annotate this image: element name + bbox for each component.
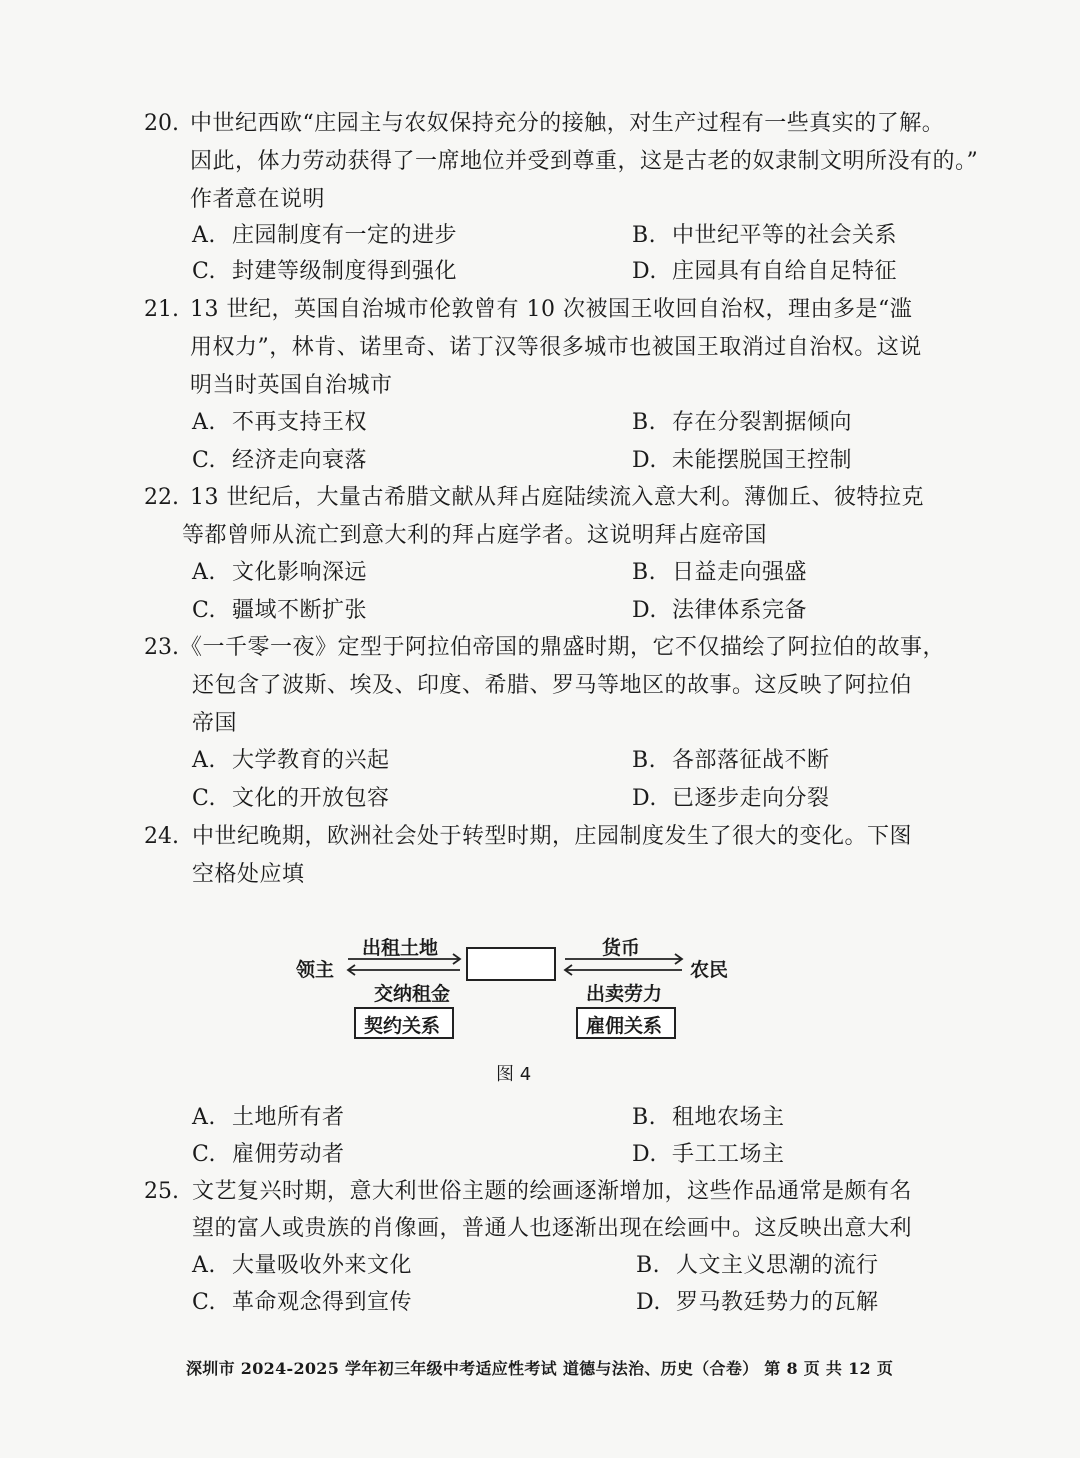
option-a: A. 文化影响深远 bbox=[192, 560, 368, 585]
option-d: D. 手工工场主 bbox=[632, 1142, 785, 1167]
question-number: 22. bbox=[144, 485, 179, 510]
question-text-line: 13 世纪，英国自治城市伦敦曾有 10 次被国王收回自治权，理由多是“滥 bbox=[190, 297, 913, 322]
question-text-line: 望的富人或贵族的肖像画，普通人也逐渐出现在绘画中。这反映出意大利 bbox=[192, 1216, 913, 1241]
rent-land-label: 出租土地 bbox=[362, 937, 439, 959]
option-b: B. 人文主义思潮的流行 bbox=[636, 1253, 879, 1278]
option-b: B. 日益走向强盛 bbox=[632, 560, 808, 585]
question-number: 24. bbox=[144, 824, 179, 849]
option-a: A. 庄园制度有一定的进步 bbox=[192, 223, 458, 248]
question-text-line: 等都曾师从流亡到意大利的拜占庭学者。这说明拜占庭帝国 bbox=[182, 523, 768, 548]
employment-relation-label: 雇佣关系 bbox=[586, 1015, 663, 1037]
question-text-line: 帝国 bbox=[192, 711, 238, 736]
question-text-line: 文艺复兴时期，意大利世俗主题的绘画逐渐增加，这些作品通常是颇有名 bbox=[192, 1179, 913, 1204]
option-d: D. 罗马教廷势力的瓦解 bbox=[636, 1290, 879, 1315]
question-text-line: 空格处应填 bbox=[192, 862, 305, 887]
question-number: 20. bbox=[144, 111, 179, 136]
page-footer: 深圳市 2024-2025 学年初三年级中考适应性考试 道德与法治、历史（合卷） 第 8 页 共 12 页 bbox=[186, 1359, 894, 1378]
pay-rent-label: 交纳租金 bbox=[374, 983, 451, 1005]
question-text-line: 中世纪西欧“庄园主与农奴保持充分的接触，对生产过程有一些真实的了解。 bbox=[190, 111, 945, 136]
option-c: C. 疆域不断扩张 bbox=[192, 598, 368, 623]
question-text-line: 还包含了波斯、埃及、印度、希腊、罗马等地区的故事。这反映了阿拉伯 bbox=[192, 673, 913, 698]
contract-relation-box bbox=[354, 1007, 454, 1039]
option-c: C. 文化的开放包容 bbox=[192, 786, 390, 811]
lord-label: 领主 bbox=[296, 959, 335, 981]
contract-relation-label: 契约关系 bbox=[364, 1015, 441, 1037]
question-text-line: 因此，体力劳动获得了一席地位并受到尊重，这是古老的奴隶制文明所没有的。” bbox=[190, 149, 979, 174]
option-b: B. 各部落征战不断 bbox=[632, 748, 830, 773]
question-text-line: 中世纪晚期，欧洲社会处于转型时期，庄园制度发生了很大的变化。下图 bbox=[192, 824, 913, 849]
option-d: D. 未能摆脱国王控制 bbox=[632, 448, 853, 473]
question-number: 25. bbox=[144, 1179, 179, 1204]
sell-labor-label: 出卖劳力 bbox=[586, 983, 663, 1005]
option-b: B. 租地农场主 bbox=[632, 1105, 785, 1130]
question-number: 21. bbox=[144, 297, 179, 322]
option-c: C. 经济走向衰落 bbox=[192, 448, 368, 473]
option-a: A. 大学教育的兴起 bbox=[192, 748, 390, 773]
option-c: C. 革命观念得到宣传 bbox=[192, 1290, 413, 1315]
option-d: D. 庄园具有自给自足特征 bbox=[632, 259, 898, 284]
option-a: A. 不再支持王权 bbox=[192, 410, 368, 435]
manor-relationship-diagram bbox=[290, 925, 750, 1045]
option-c: C. 封建等级制度得到强化 bbox=[192, 259, 458, 284]
option-a: A. 大量吸收外来文化 bbox=[192, 1253, 413, 1278]
option-c: C. 雇佣劳动者 bbox=[192, 1142, 345, 1167]
money-label: 货币 bbox=[602, 937, 641, 959]
question-text-line: 《一千零一夜》定型于阿拉伯帝国的鼎盛时期，它不仅描绘了阿拉伯的故事， bbox=[180, 635, 946, 660]
question-text-line: 明当时英国自治城市 bbox=[190, 373, 393, 398]
option-b: B. 存在分裂割据倾向 bbox=[632, 410, 853, 435]
option-a: A. 土地所有者 bbox=[192, 1105, 345, 1130]
question-number: 23. bbox=[144, 635, 179, 660]
option-b: B. 中世纪平等的社会关系 bbox=[632, 223, 898, 248]
question-text-line: 用权力”，林肯、诺里奇、诺丁汉等很多城市也被国王取消过自治权。这说 bbox=[190, 335, 922, 360]
question-text-line: 13 世纪后，大量古希腊文献从拜占庭陆续流入意大利。薄伽丘、彼特拉克 bbox=[190, 485, 924, 510]
option-d: D. 法律体系完备 bbox=[632, 598, 808, 623]
question-text-line: 作者意在说明 bbox=[190, 187, 326, 212]
figure-caption: 图 4 bbox=[496, 1064, 532, 1085]
option-d: D. 已逐步走向分裂 bbox=[632, 786, 830, 811]
employment-relation-box bbox=[576, 1007, 676, 1039]
peasant-label: 农民 bbox=[690, 959, 729, 981]
